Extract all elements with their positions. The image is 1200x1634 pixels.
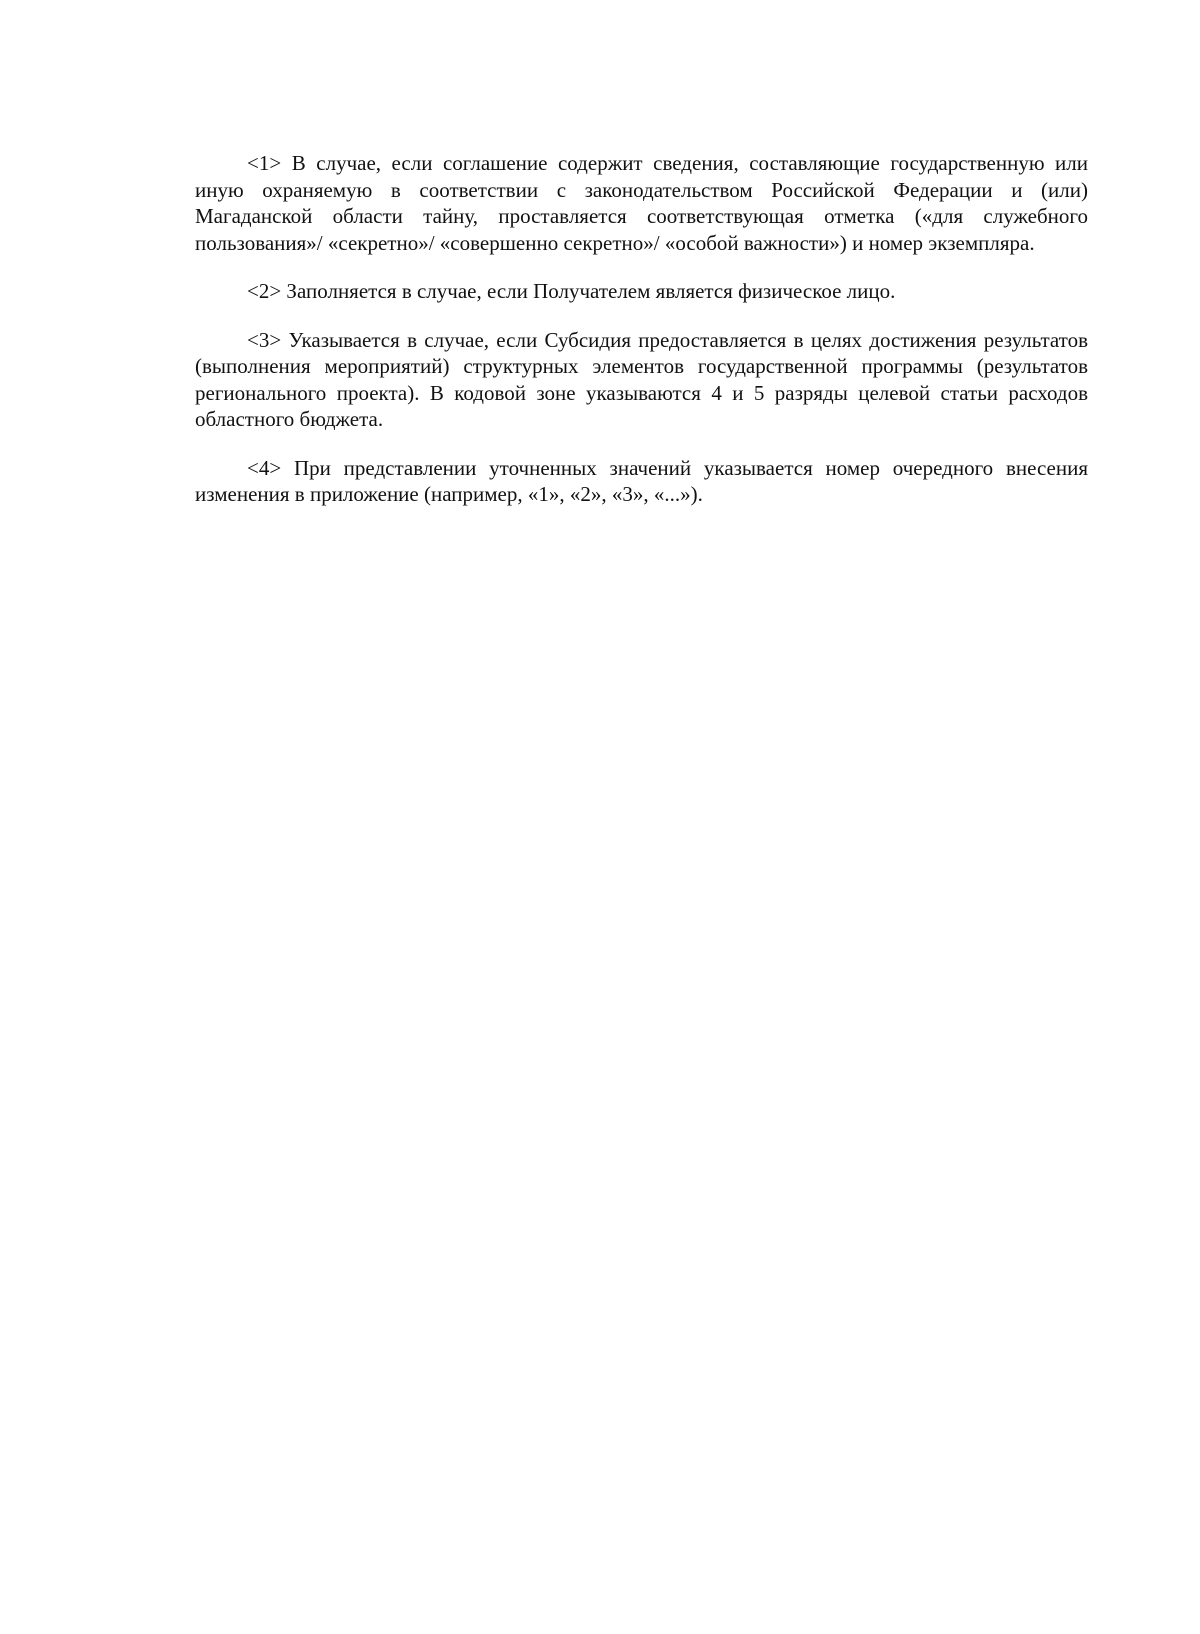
footnote-1: <1> В случае, если соглашение содержит сведения, составляющие государственную или иную охраняемую в соответствии с законодательством Российской Федерации и (или) Магаданской области тайну, проставляется соответствующая отметка («для служебного пользования»/ «секретно»/ «совершенно секретно»/ «особой важности») и номер экземпляра. [195,151,1088,255]
footnotes-section [195,150,1088,530]
footnote-4: <4> При представлении уточненных значений указывается номер очередного внесения изменения в приложение (например, «1», «2», «3», «...»). [195,455,1088,506]
footnote-3: <3> Указывается в случае, если Субсидия предоставляется в целях достижения результатов (выполнения мероприятий) структурных элементов государственной программы (результатов регионального проекта). В кодовой зоне указываются 4 и 5 разряды целевой статьи расходов областного бюджета. [195,327,1088,431]
footnote-2: <2> Заполняется в случае, если Получателем является физическое лицо. [247,279,896,303]
